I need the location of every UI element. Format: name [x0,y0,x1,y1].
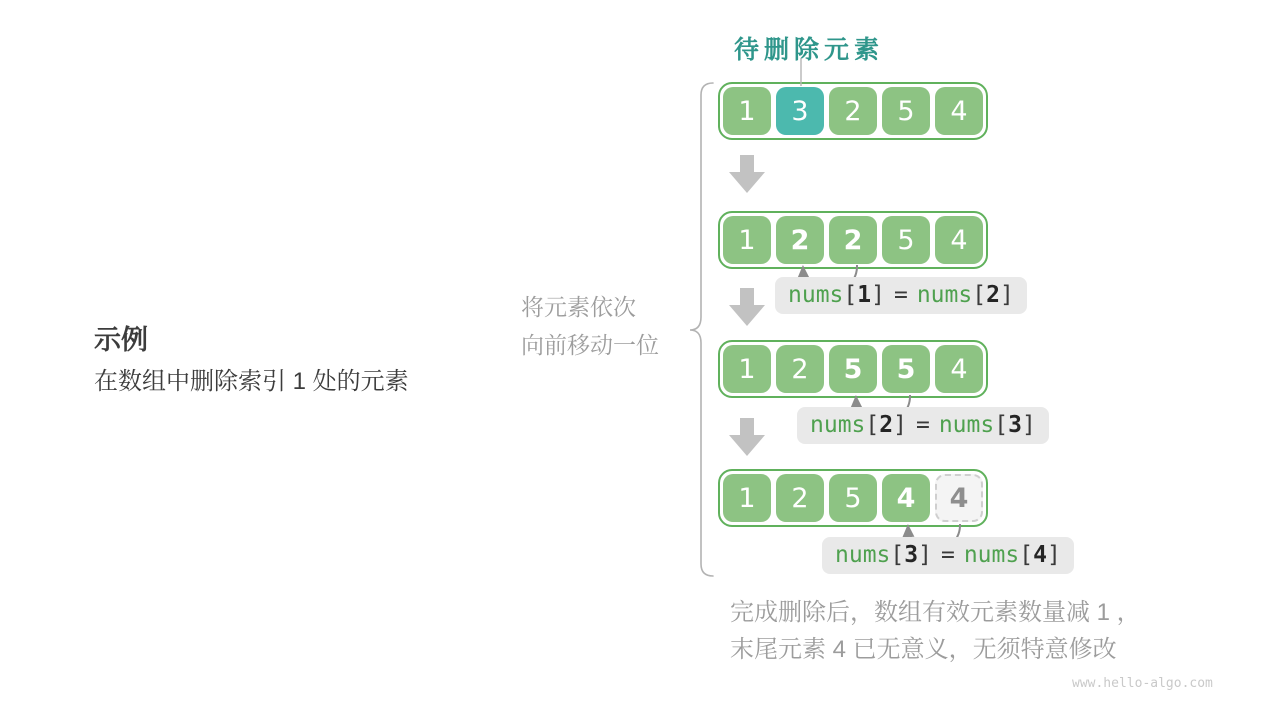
pending-delete-label: 待删除元素 [734,36,885,64]
array-cell: 1 [723,216,771,264]
code-bracket: [ [994,412,1009,438]
array-cell: 4 [935,345,983,393]
code-var: nums [916,282,973,308]
array-cell: 1 [723,474,771,522]
code-index: 3 [904,542,919,568]
code-equals: = [940,542,955,568]
example-description: 在数组中删除索引 1 处的元素 [94,368,409,395]
code-bracket: ] [871,282,885,308]
down-arrow-icon [729,288,765,326]
array-cell: 2 [776,345,824,393]
code-index: 1 [857,282,872,308]
down-arrow-icon [729,155,765,193]
array-cell: 4 [882,474,930,522]
code-bracket: [ [865,412,880,438]
code-var: nums [963,542,1020,568]
array-cell: 1 [723,345,771,393]
code-index: 4 [1033,542,1047,568]
array-cell: 5 [882,345,930,393]
code-var: nums [788,282,844,308]
brace-icon [690,83,713,576]
array-cell: 3 [776,87,824,135]
code-index: 3 [1008,412,1022,438]
code-bracket: ] [1046,542,1061,568]
code-bracket: [ [890,542,905,568]
code-label [775,277,1027,314]
shift-note-line2: 向前移动一位 [521,332,659,358]
array-cell: 2 [829,216,877,264]
array-cell: 2 [776,216,824,264]
code-bracket: ] [893,412,907,438]
watermark: www.hello-algo.com [1072,676,1213,691]
code-bracket: ] [1021,412,1036,438]
code-bracket: ] [999,282,1014,308]
array-cell: 2 [776,474,824,522]
code-bracket: [ [843,282,858,308]
array-row [718,211,988,269]
down-arrow-icon [729,418,765,456]
array-row [718,469,988,527]
code-index: 2 [879,412,894,438]
array-cell: 4 [935,87,983,135]
footer-note-line2: 末尾元素 4 已无意义，无须特意修改 [730,636,1117,663]
array-cell: 5 [829,345,877,393]
code-label [822,537,1074,574]
shift-note-line1: 将元素依次 [521,294,636,320]
footer-note-line1: 完成删除后，数组有效元素数量减 1 ， [730,599,1141,626]
shift-note [521,288,659,364]
array-row [718,82,988,140]
array-cell: 5 [882,216,930,264]
code-bracket: ] [918,542,932,568]
array-cell: 5 [829,474,877,522]
array-cell: 5 [882,87,930,135]
code-equals: = [893,282,908,308]
example-title: 示例 [94,325,148,355]
code-equals: = [915,412,930,438]
code-var: nums [835,542,891,568]
code-label [797,407,1049,444]
array-cell: 2 [829,87,877,135]
array-cell: 4 [935,216,983,264]
code-var: nums [810,412,866,438]
array-cell: 4 [935,474,983,522]
code-bracket: [ [1019,542,1034,568]
array-row [718,340,988,398]
code-index: 2 [986,282,1000,308]
code-bracket: [ [972,282,987,308]
footer-note [730,594,1141,668]
code-var: nums [938,412,995,438]
array-cell: 1 [723,87,771,135]
